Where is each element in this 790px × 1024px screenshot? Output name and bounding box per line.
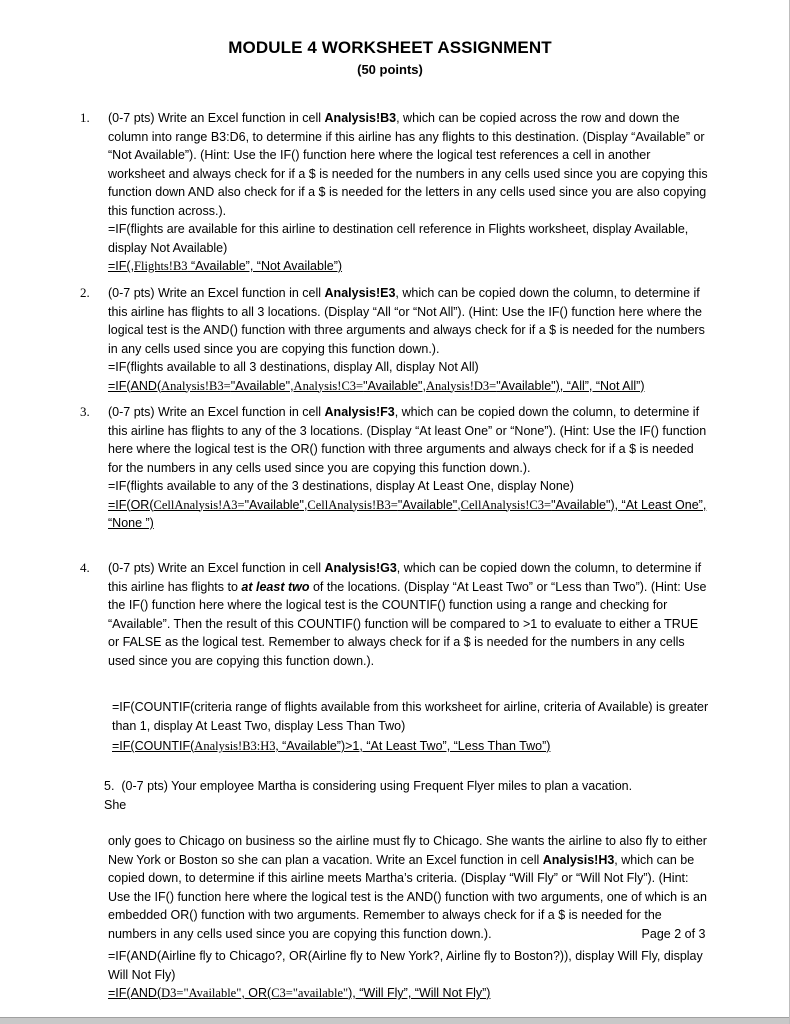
target-cell: Analysis!G3 [324, 561, 397, 575]
pseudo-formula: =IF(flights are available for this airline to destination cell reference in Flights worksheet, display Available, display Not Available) [108, 222, 689, 255]
page-bottom-edge [0, 1017, 789, 1024]
answer-part: "Available"), “At Least One”, “None ”) [108, 497, 707, 530]
answer-formula [108, 257, 708, 276]
answer-part: "Available"), “All”, “Not All”) [496, 378, 645, 393]
pseudo-formula: =IF(flights available to any of the 3 destinations, display At Least One, display None) [108, 479, 574, 493]
target-cell: Analysis!F3 [324, 405, 395, 419]
question-text-start: (0-7 pts) Your employee Martha is considering using Frequent Flyer miles to plan a vacation. [121, 779, 633, 793]
emphasis-text: at least two [241, 579, 310, 594]
question-3 [80, 403, 708, 533]
answer-part: ), “Will Fly”, “Will Not Fly”) [348, 986, 491, 1000]
answer-part: "Available", [363, 378, 426, 393]
question-text-continued: She [104, 797, 127, 812]
question-text-rest: , which can be copied down, to determine if this airline meets Martha’s criteria. (Display “Will Fly” or “Will Not Fly”). (Hint: Use the IF() function here where the logical test is the AND() function with two arguments, one of which is an embedded OR() function with two arguments. Remember to always check for if a $ is needed for the numbers in any cells used since you are copying this function down.). [108, 852, 707, 941]
answer-part: =IF(, [108, 259, 135, 273]
answer-part: D3="Available" [161, 986, 242, 1000]
answer-part: Analysis!D3= [425, 378, 497, 393]
answer-part: , OR( [241, 986, 272, 1000]
question-text-rest: , which can be copied down the column, to determine if this airline has flights to any of the 3 locations. (Display “At least One” or “None”). (Hint: Use the IF() function here where the logical test is the OR() function with three arguments and always check for if a $ is needed for the numbers in any cells used since you are copying this function down.). [108, 405, 707, 475]
answer-part: Analysis!B3= [161, 378, 231, 393]
document-subtitle: (50 points) [357, 62, 423, 77]
target-cell: Analysis!E3 [324, 286, 396, 300]
answer-part: "Available", [230, 378, 294, 393]
answer-part: =IF(OR( [108, 497, 154, 512]
question-text-rest: , which can be copied down the column, to determine if this airline has flights to all 3 locations. (Display “All “or “Not All”). (Hint: Use the IF() function here where the logical test is the AND() function with three arguments and always check for if a $ is needed for the numbers in any cells used since you are copying this function down.). [108, 286, 705, 356]
answer-formula [108, 984, 708, 1003]
question-text-rest: of the locations. (Display “At Least Two” or “Less than Two”). (Hint: Use the IF() function here where the logical test is the COUNTIF() function using a range and checking for “Available”. Then the result of this COUNTIF() function will be compared to >1 to evaluate to either a TRUE or FALSE as the logical test. Remember to always check for if a $ is needed for the numbers in any cells used since you are copying this function down.). [108, 579, 707, 668]
question-5-body [108, 832, 708, 1003]
answer-part: =IF(COUNTIF( [112, 739, 195, 753]
answer-part: Flights!B3 [134, 259, 188, 273]
question-text-mid: only goes to Chicago on business so the airline must fly to Chicago. She wants the airline to also fly to either New York or Boston so she can plan a vacation. Write an Excel function in cell [108, 834, 707, 867]
question-text-start: (0-7 pts) Write an Excel function in cell [108, 561, 325, 575]
answer-part: CellAnalysis!C3= [460, 497, 552, 512]
answer-part: =IF(AND( [108, 986, 162, 1000]
question-text-mid: , which can be copied down the column, to determine if this airline has flights to [108, 561, 702, 594]
question-number: 3. [80, 404, 90, 419]
target-cell: Analysis!B3 [324, 111, 397, 125]
pseudo-formula: =IF(AND(Airline fly to Chicago?, OR(Airline fly to New York?, Airline fly to Boston?)), display Will Fly, display Will Not Fly) [108, 949, 703, 982]
answer-formula [108, 377, 708, 396]
question-5-head [104, 777, 704, 814]
answer-part: Analysis!B3:H3, [194, 739, 279, 753]
target-cell: Analysis!H3 [542, 852, 615, 867]
question-1 [80, 109, 708, 276]
answer-formula [108, 496, 708, 533]
answer-formula [112, 737, 712, 756]
question-text-start: (0-7 pts) Write an Excel function in cell [108, 405, 325, 419]
question-text [108, 109, 708, 220]
question-text [108, 832, 708, 943]
question-2 [80, 284, 708, 395]
answer-part: “Available”)>1, “At Least Two”, “Less Than Two”) [278, 739, 551, 753]
question-number: 2. [80, 285, 90, 300]
pseudo-formula: =IF(COUNTIF(criteria range of flights available from this worksheet for airline, criteria of Available) is greater than 1, display At Least Two, display Less Than Two) [112, 700, 709, 733]
answer-part: C3="available" [271, 986, 349, 1000]
question-5-intro [104, 777, 704, 796]
answer-part: “Available”, “Not Available”) [187, 259, 343, 273]
question-text-rest: , which can be copied across the row and down the column into range B3:D6, to determine if this airline has any flights to this destination. (Display “Available” or “Not Available”). (Hint: Use the IF() function here where the logical test references a cell in another worksheet and always check for if a $ is needed for the numbers in any cells used since you are copying this function down AND also check for if a $ is needed for the letters in any cells used since you are also copying this function across.). [108, 111, 708, 218]
answer-part: "Available", [244, 497, 308, 512]
question-text [108, 559, 708, 670]
document-title: MODULE 4 WORKSHEET ASSIGNMENT [228, 38, 552, 57]
pseudo-formula: =IF(flights available to all 3 destinations, display All, display Not All) [108, 360, 479, 374]
question-4-pseudo-block [112, 698, 712, 756]
question-number: 4. [80, 560, 90, 575]
answer-part: CellAnalysis!A3= [153, 497, 245, 512]
answer-part: CellAnalysis!B3= [307, 497, 398, 512]
question-text-start: (0-7 pts) Write an Excel function in cell [108, 111, 325, 125]
question-4 [80, 559, 708, 670]
question-text-start: (0-7 pts) Write an Excel function in cell [108, 286, 325, 300]
question-text [108, 403, 708, 477]
answer-part: "Available", [397, 497, 461, 512]
question-number: 5. [104, 779, 115, 793]
page-number: Page 2 of 3 [641, 926, 706, 941]
answer-part: Analysis!C3= [293, 378, 364, 393]
question-text [108, 284, 708, 358]
answer-part: =IF(AND( [108, 378, 162, 393]
question-number: 1. [80, 110, 90, 125]
